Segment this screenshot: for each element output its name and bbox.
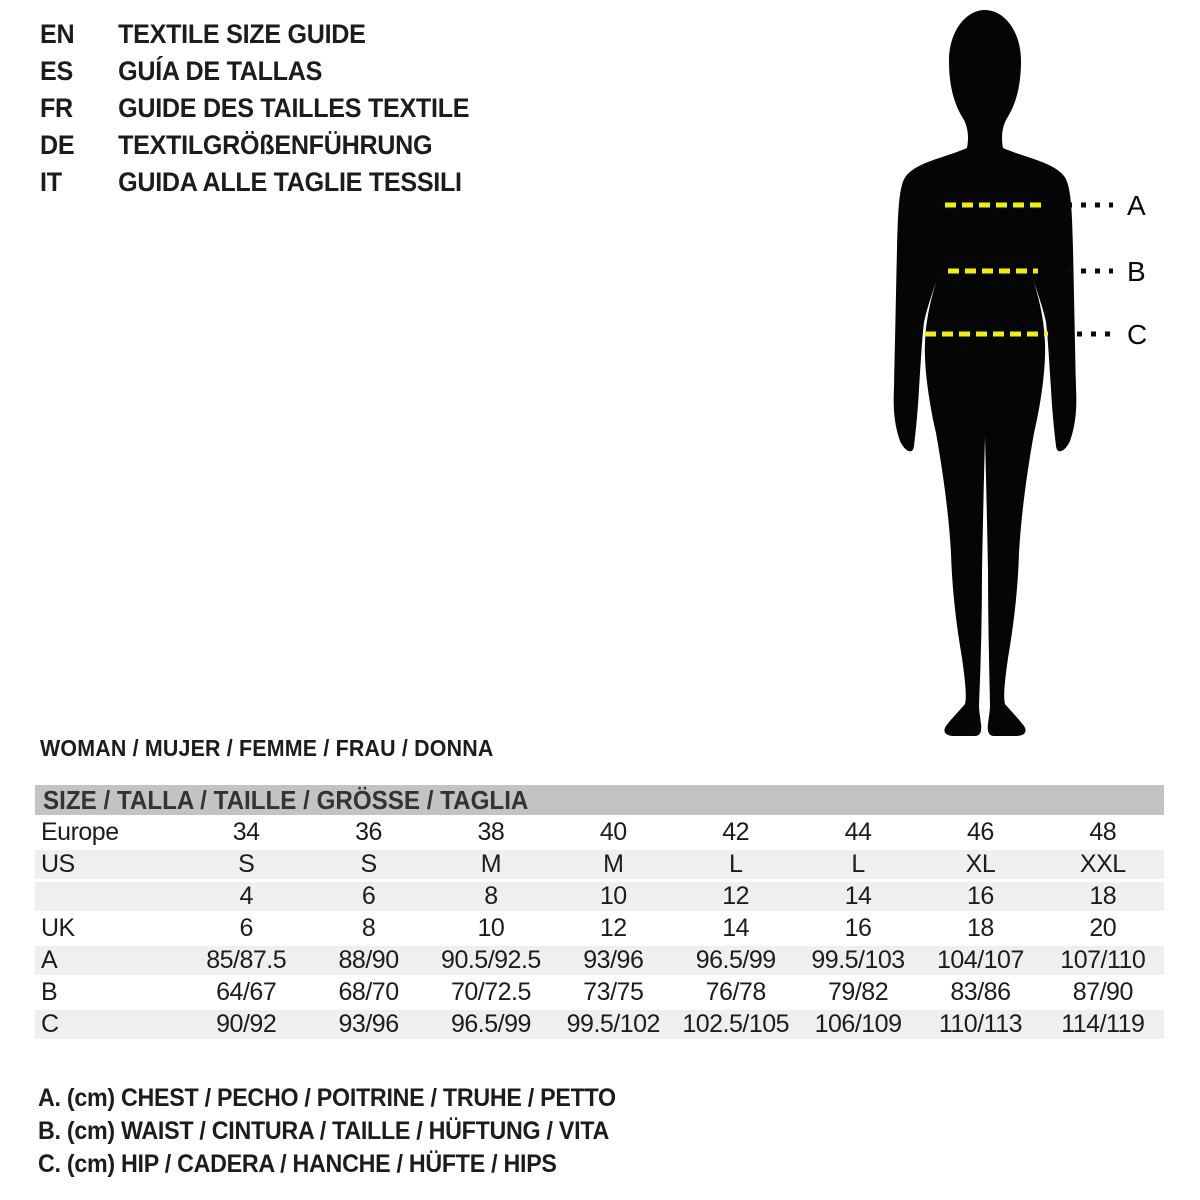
row-label: C bbox=[41, 1010, 59, 1038]
group-title: WOMAN / MUJER / FEMME / FRAU / DONNA bbox=[40, 735, 494, 761]
language-row bbox=[40, 127, 469, 164]
size-cell: 44 bbox=[844, 818, 872, 846]
size-cell: 93/96 bbox=[338, 1010, 399, 1038]
size-cell: 83/86 bbox=[950, 978, 1011, 1006]
size-cell: 4 bbox=[239, 882, 253, 910]
language-title: GUIDA ALLE TAGLIE TESSILI bbox=[118, 167, 462, 197]
language-code: FR bbox=[40, 93, 73, 123]
language-code: EN bbox=[40, 19, 75, 49]
size-cell: 12 bbox=[599, 914, 627, 942]
row-label: US bbox=[41, 850, 75, 878]
size-cell: 14 bbox=[722, 914, 750, 942]
measurement-legend bbox=[38, 1082, 616, 1181]
size-cell: 73/75 bbox=[583, 978, 644, 1006]
size-cell: 104/107 bbox=[937, 946, 1024, 974]
size-table bbox=[35, 785, 1164, 1042]
language-row bbox=[40, 53, 469, 90]
size-cell: 90/92 bbox=[216, 1010, 277, 1038]
language-row bbox=[40, 164, 469, 201]
size-cell: 18 bbox=[967, 914, 994, 942]
size-cell: XXL bbox=[1079, 850, 1126, 878]
size-cell: 106/109 bbox=[814, 1010, 902, 1038]
size-cell: 99.5/103 bbox=[811, 946, 905, 974]
language-title: GUIDE DES TAILLES TEXTILE bbox=[118, 93, 470, 123]
size-cell: 110/113 bbox=[938, 1010, 1023, 1038]
size-cell: 34 bbox=[232, 818, 260, 846]
size-cell: L bbox=[728, 850, 743, 878]
size-cell: L bbox=[851, 850, 865, 878]
row-label: B bbox=[41, 978, 58, 1006]
size-cell: S bbox=[360, 850, 377, 878]
size-cell: XL bbox=[965, 850, 996, 878]
size-cell: 96.5/99 bbox=[695, 946, 776, 974]
language-code: ES bbox=[40, 56, 73, 86]
size-cell: 6 bbox=[239, 914, 253, 942]
size-cell: 68/70 bbox=[338, 978, 399, 1006]
size-cell: 46 bbox=[967, 818, 994, 846]
woman-silhouette-figure bbox=[875, 5, 1200, 745]
size-table-row bbox=[35, 946, 1164, 975]
marker-c-label: C bbox=[1127, 319, 1148, 350]
size-cell: 85/87.5 bbox=[206, 946, 287, 974]
size-cell: 90.5/92.5 bbox=[441, 946, 541, 974]
size-table-header-label: SIZE / TALLA / TAILLE / GRÖSSE / TAGLIA bbox=[43, 785, 529, 815]
language-guide bbox=[40, 16, 469, 201]
size-cell: 20 bbox=[1089, 914, 1117, 942]
row-label: UK bbox=[41, 914, 75, 942]
row-label: A bbox=[41, 946, 58, 974]
woman-silhouette bbox=[894, 10, 1077, 736]
size-table-row bbox=[35, 850, 1164, 879]
size-cell: 93/96 bbox=[583, 946, 644, 974]
size-cell: 99.5/102 bbox=[566, 1010, 660, 1038]
size-cell: 107/110 bbox=[1060, 946, 1146, 974]
size-table-row bbox=[35, 914, 1164, 943]
size-cell: 14 bbox=[844, 882, 872, 910]
size-cell: 16 bbox=[967, 882, 994, 910]
size-cell: 87/90 bbox=[1072, 978, 1133, 1006]
legend-line: B. (cm) WAIST / CINTURA / TAILLE / HÜFTUNG / VITA bbox=[38, 1117, 610, 1145]
language-title: TEXTILGRÖßENFÜHRUNG bbox=[118, 130, 433, 160]
size-cell: 70/72.5 bbox=[450, 978, 531, 1006]
row-label: Europe bbox=[41, 818, 119, 846]
size-table-body bbox=[35, 818, 1164, 1039]
language-row bbox=[40, 90, 469, 127]
size-cell: 8 bbox=[484, 882, 498, 910]
language-title: GUÍA DE TALLAS bbox=[118, 56, 323, 86]
language-title: TEXTILE SIZE GUIDE bbox=[118, 19, 366, 49]
size-cell: S bbox=[238, 850, 255, 878]
size-cell: 36 bbox=[355, 818, 382, 846]
language-code: IT bbox=[40, 167, 62, 197]
size-table-row bbox=[35, 978, 1164, 1007]
language-row bbox=[40, 16, 469, 53]
size-cell: 88/90 bbox=[338, 946, 399, 974]
size-cell: M bbox=[603, 850, 624, 878]
size-table-header bbox=[35, 785, 1164, 815]
size-cell: 42 bbox=[722, 818, 750, 846]
size-cell: 38 bbox=[477, 818, 505, 846]
size-table-row bbox=[35, 882, 1164, 911]
size-cell: 79/82 bbox=[828, 978, 889, 1006]
marker-b-label: B bbox=[1127, 256, 1146, 287]
size-cell: 102.5/105 bbox=[682, 1010, 790, 1038]
legend-line: A. (cm) CHEST / PECHO / POITRINE / TRUHE / PETTO bbox=[38, 1084, 616, 1112]
size-cell: 48 bbox=[1089, 818, 1117, 846]
size-cell: M bbox=[480, 850, 502, 878]
language-code: DE bbox=[40, 130, 75, 160]
size-cell: 8 bbox=[361, 914, 376, 942]
marker-a-label: A bbox=[1127, 190, 1146, 221]
size-cell: 96.5/99 bbox=[450, 1010, 531, 1038]
size-cell: 64/67 bbox=[216, 978, 277, 1006]
size-cell: 76/78 bbox=[705, 978, 766, 1006]
size-cell: 6 bbox=[361, 882, 376, 910]
legend-line: C. (cm) HIP / CADERA / HANCHE / HÜFTE / HIPS bbox=[38, 1150, 557, 1178]
size-cell: 12 bbox=[722, 882, 750, 910]
size-cell: 10 bbox=[599, 882, 627, 910]
size-cell: 16 bbox=[844, 914, 872, 942]
size-cell: 10 bbox=[477, 914, 505, 942]
size-cell: 114/119 bbox=[1061, 1010, 1145, 1038]
size-cell: 18 bbox=[1089, 882, 1117, 910]
size-table-row bbox=[35, 818, 1164, 847]
size-table-row bbox=[35, 1010, 1164, 1039]
size-cell: 40 bbox=[599, 818, 627, 846]
